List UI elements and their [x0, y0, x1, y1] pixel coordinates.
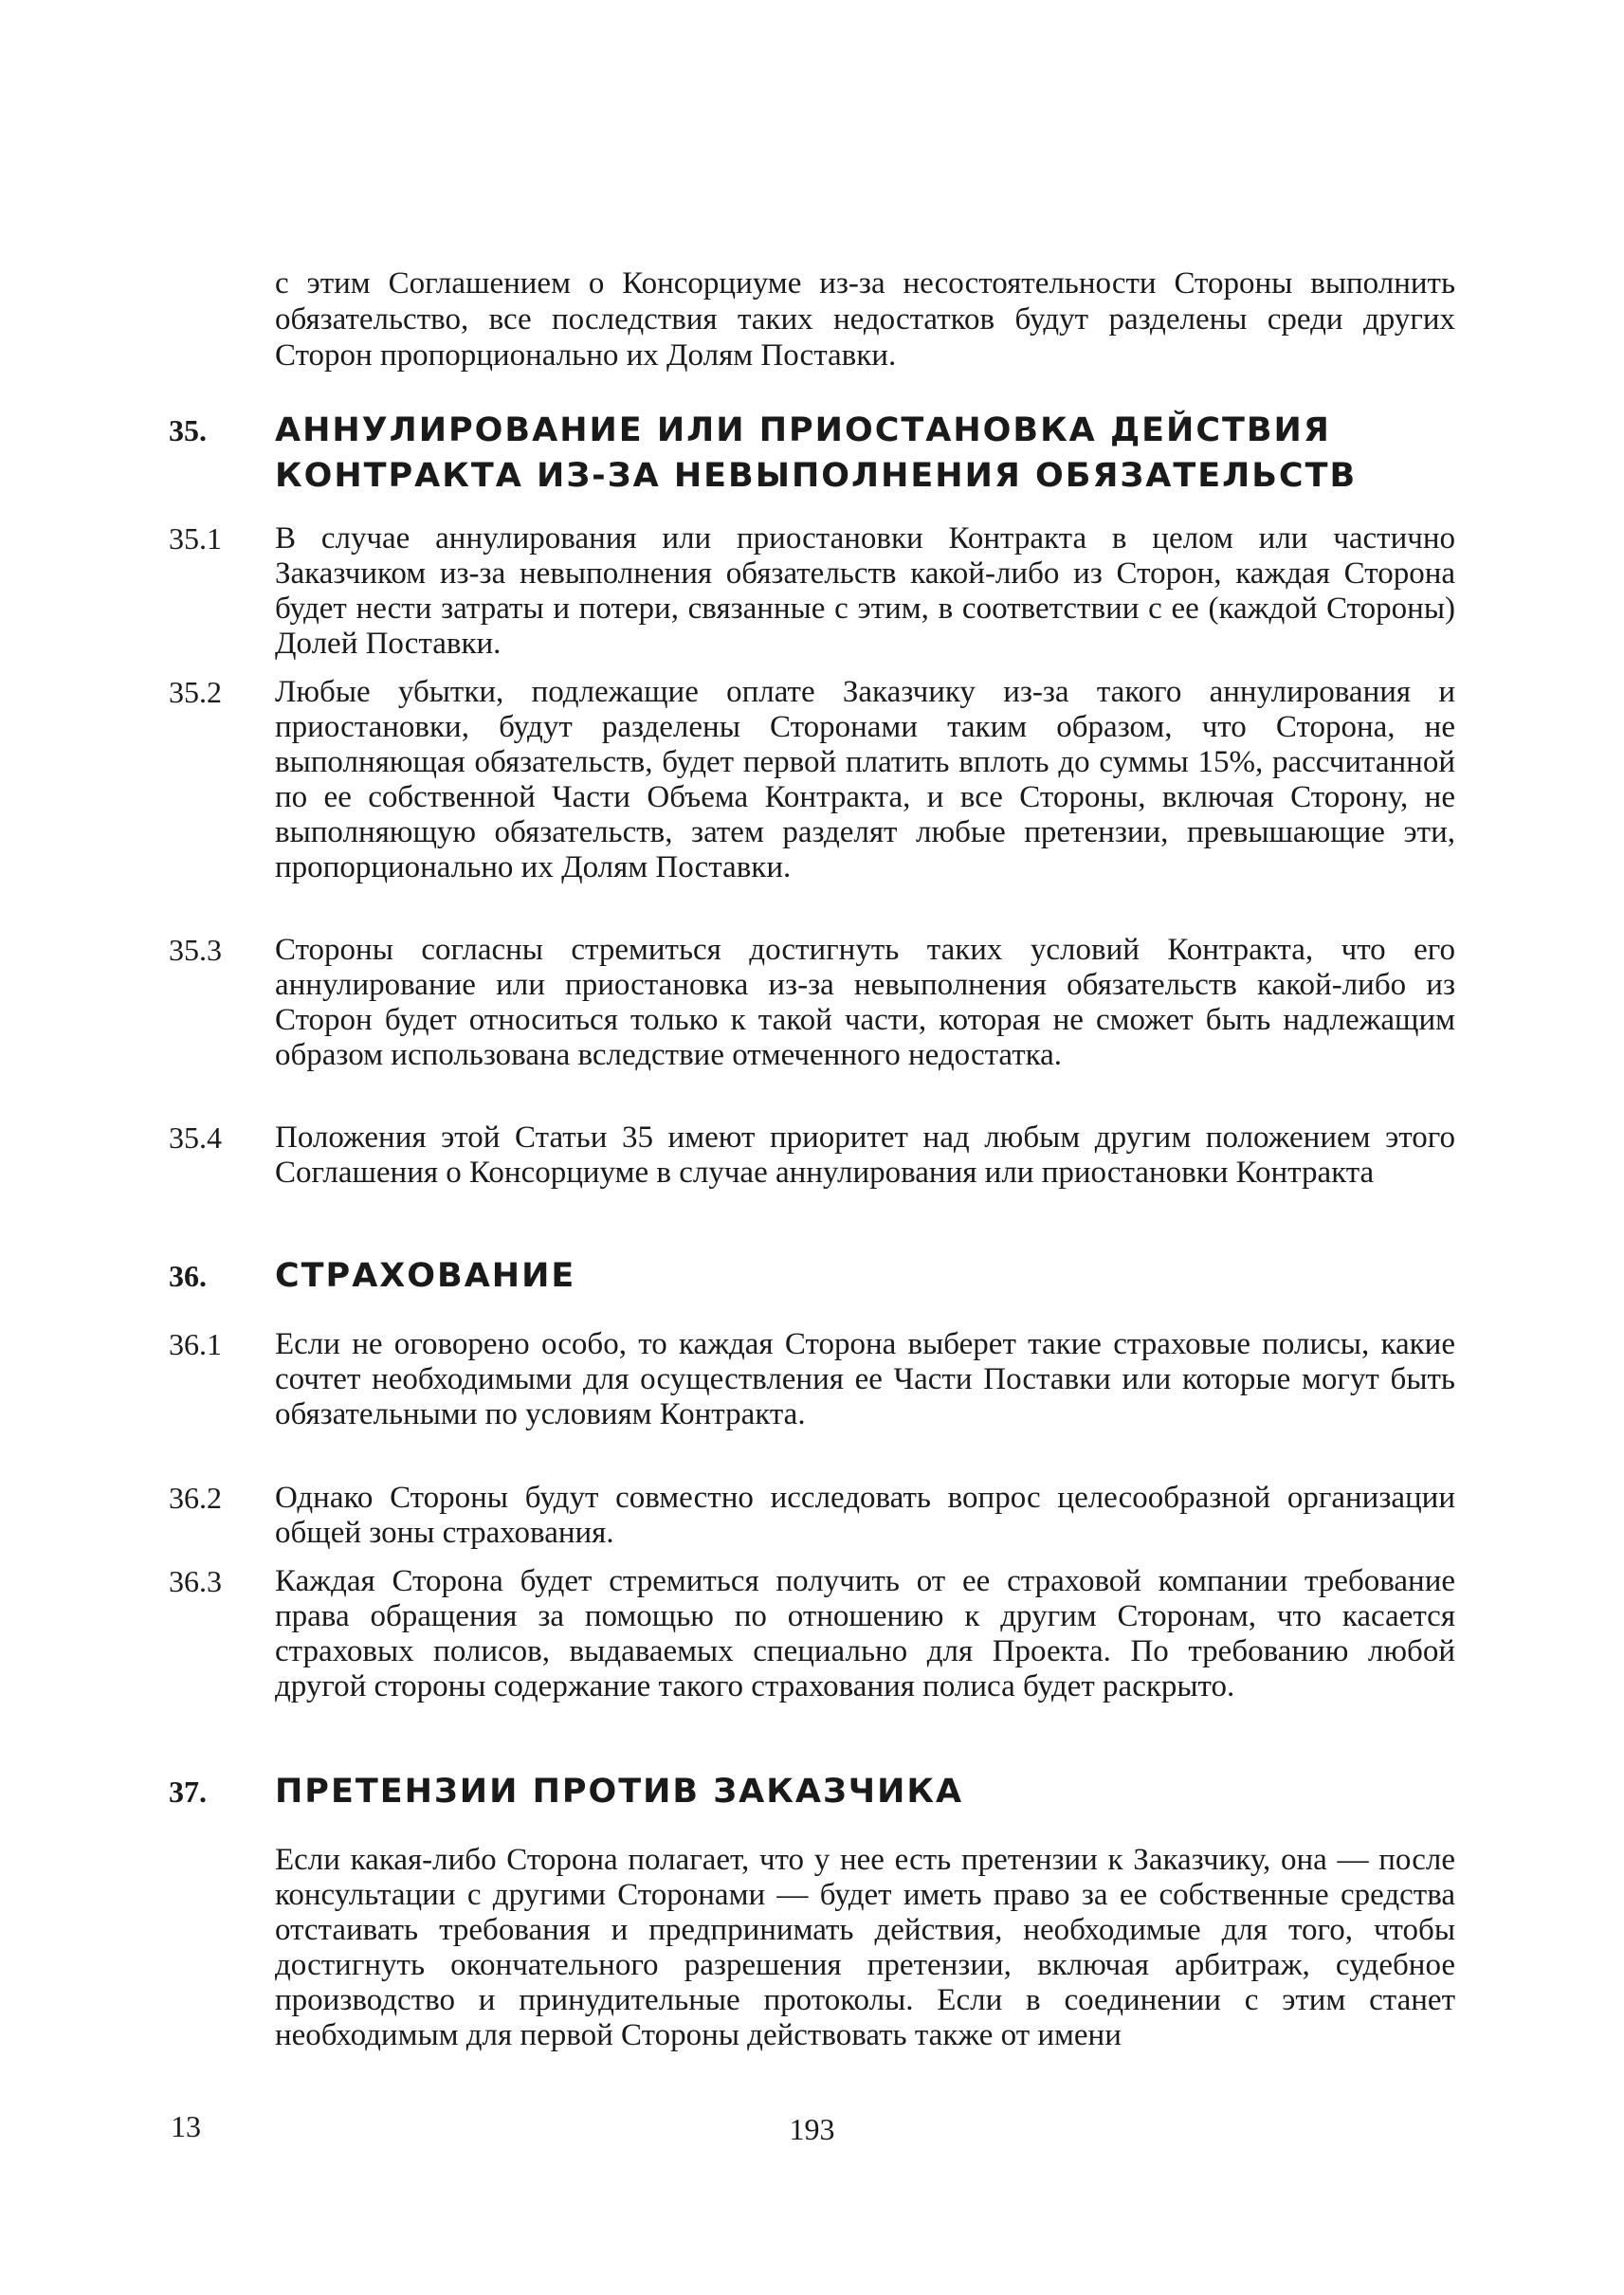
- clause-35-1: [169, 521, 1455, 662]
- clause-text: Стороны согласны стремиться достигнуть таких условий Контракта, что его аннулирование или приостановка из-за невыполнения обязательств какой-либо из Сторон будет относиться только к такой части, которая не сможет быть надлежащим образом использована вследствие отмеченного недостатка.: [275, 933, 1455, 1072]
- clause-text: Положения этой Статьи 35 имеют приоритет над любым другим положением этого Соглашения о Консорциуме в случае аннулирования или приостановки Контракта: [275, 1120, 1455, 1190]
- section-37-paragraph: Если какая-либо Сторона полагает, что у нее есть претензии к Заказчику, она — после консультации с другими Сторонами — будет иметь право за ее собственные средства отстаивать требования и предпринимать действия, необходимые для того, чтобы достигнуть окончательного разрешения претензии, включая арбитраж, судебное производство и принудительные протоколы. Если в соединении с этим станет необходимым для первой Стороны действовать также от имени: [275, 1843, 1455, 2052]
- clause-text: Каждая Сторона будет стремиться получить от ее страховой компании требование права обращения за помощью по отношению к другим Сторонам, что касается страховых полисов, выдаваемых специально для Проекта. По требованию любой другой стороны содержание такого страхования полиса будет раскрыто.: [275, 1564, 1455, 1703]
- clause-number: 36.1: [169, 1327, 222, 1361]
- clause-36-2: [169, 1481, 1455, 1551]
- section-number: 36.: [169, 1259, 207, 1293]
- clause-36-1: [169, 1327, 1455, 1432]
- clause-36-3: [169, 1564, 1455, 1704]
- page-number: 193: [789, 2112, 835, 2146]
- section-number: 35.: [169, 413, 207, 447]
- footer-left-number: 13: [171, 2109, 201, 2143]
- intro-paragraph: с этим Соглашением о Консорциуме из-за несостоятельности Стороны выполнить обязательство, все последствия таких недостатков будут разделены среди других Сторон пропорционально их Долям Поставки.: [275, 266, 1455, 373]
- clause-35-3: [169, 933, 1455, 1073]
- clause-text: В случае аннулирования или приостановки Контракта в целом или частично Заказчиком из-за невыполнения обязательств какой-либо из Сторон, каждая Сторона будет нести затраты и потери, связанные с этим, в соответствии с ее (каждой Стороны) Долей Поставки.: [275, 521, 1455, 661]
- section-title: СТРАХОВАНИЕ: [275, 1257, 576, 1295]
- clause-text: Любые убытки, подлежащие оплате Заказчику из-за такого аннулирования и приостановки, будут разделены Сторонами таким образом, что Сторона, не выполняющая обязательств, будет первой платить вплоть до суммы 15%, рассчитанной по ее собственной Части Объема Контракта, и все Стороны, включая Сторону, не выполняющую обязательств, затем разделят любые претензии, превышающие эти, пропорционально их Долям Поставки.: [275, 675, 1455, 884]
- section-title: ПРЕТЕНЗИИ ПРОТИВ ЗАКАЗЧИКА: [275, 1773, 964, 1811]
- section-number: 37.: [169, 1775, 207, 1809]
- clause-35-4: [169, 1120, 1455, 1191]
- section-36-heading: [169, 1253, 1477, 1299]
- clause-35-2: [169, 675, 1455, 885]
- section-title: АННУЛИРОВАНИЕ ИЛИ ПРИОСТАНОВКА ДЕЙСТВИЯ КОНТРАКТА ИЗ-ЗА НЕВЫПОЛНЕНИЯ ОБЯЗАТЕЛЬСТВ: [275, 411, 1358, 495]
- section-37-heading: [169, 1769, 1477, 1814]
- clause-number: 36.2: [169, 1481, 222, 1515]
- clause-text: Если не оговорено особо, то каждая Сторона выберет такие страховые полисы, какие сочтет необходимыми для осуществления ее Части Поставки или которые могут быть обязательными по условиям Контракта.: [275, 1327, 1455, 1431]
- section-35-heading: [169, 408, 1477, 499]
- clause-number: 35.1: [169, 521, 222, 556]
- clause-number: 35.3: [169, 933, 222, 967]
- clause-number: 35.2: [169, 675, 222, 709]
- clause-number: 36.3: [169, 1564, 222, 1598]
- clause-number: 35.4: [169, 1120, 222, 1155]
- clause-text: Однако Стороны будут совместно исследовать вопрос целесообразной организации общей зоны страхования.: [275, 1481, 1455, 1550]
